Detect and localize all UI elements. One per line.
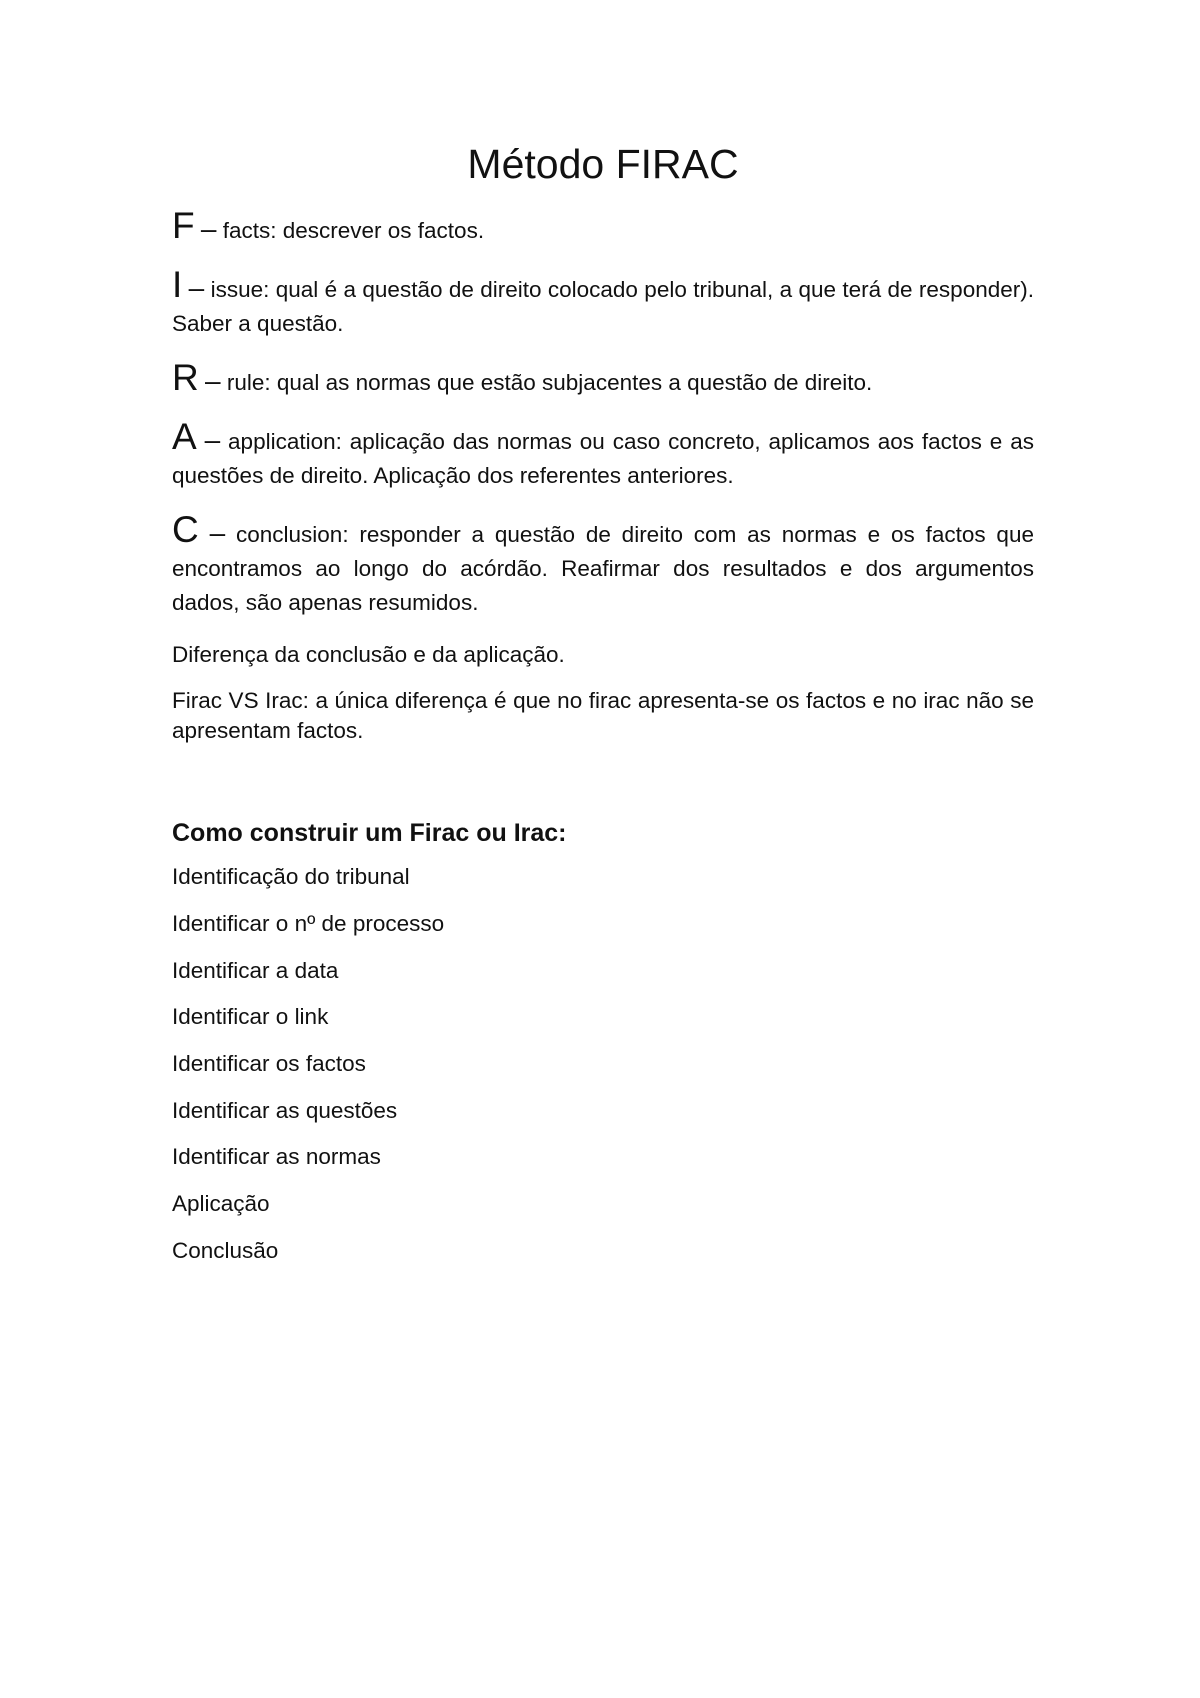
list-item: Identificar os factos [172, 1050, 366, 1076]
firac-letter: R [172, 357, 199, 399]
firac-item-a [172, 416, 1034, 493]
firac-dash: – [188, 272, 205, 304]
firac-dash: – [204, 424, 221, 456]
note-difference: Diferença da conclusão e da aplicação. [172, 642, 565, 668]
list-item: Identificar o link [172, 1004, 329, 1030]
firac-item-i [172, 264, 1034, 341]
construct-heading: Como construir um Firac ou Irac: [172, 819, 567, 848]
list-item: Aplicação [172, 1191, 270, 1216]
firac-letter: C [172, 509, 199, 551]
firac-text: facts: descrever os factos. [222, 218, 485, 244]
firac-letter: A [172, 416, 197, 458]
firac-text: issue: qual é a questão de direito colocado pelo tribunal, a que terá de responder). Saber a questão. [172, 277, 1034, 337]
firac-item-f [172, 205, 1034, 248]
page-title: Método FIRAC [467, 141, 739, 187]
document-page [172, 140, 1034, 1282]
list-item: Identificar a data [172, 957, 339, 983]
list-item: Identificar as normas [172, 1144, 381, 1170]
list-item: Identificar as questões [172, 1097, 398, 1123]
firac-text: rule: qual as normas que estão subjacentes a questão de direito. [226, 370, 873, 396]
firac-list [172, 205, 1034, 620]
firac-dash: – [209, 517, 226, 549]
firac-letter: F [172, 205, 195, 247]
firac-letter: I [172, 264, 183, 306]
list-item: Identificar o nº de processo [172, 910, 445, 936]
list-item: Identificação do tribunal [172, 864, 410, 890]
construct-steps-list [172, 862, 1034, 1266]
firac-text: application: aplicação das normas ou caso concreto, aplicamos aos factos e as questões de direito. Aplicação dos referentes anteriores. [172, 429, 1034, 489]
firac-text: conclusion: responder a questão de direito com as normas e os factos que encontramos ao longo do acórdão. Reafirmar dos resultados e dos argumentos dados, são apenas resumidos. [172, 522, 1034, 616]
firac-dash: – [200, 213, 217, 245]
firac-dash: – [205, 365, 221, 397]
list-item: Conclusão [172, 1237, 279, 1263]
firac-item-c [172, 509, 1034, 620]
note-firac-vs-irac: Firac VS Irac: a única diferença é que no firac apresenta-se os factos e no irac não se apresentam factos. [172, 688, 1034, 744]
firac-item-r [172, 357, 1034, 400]
